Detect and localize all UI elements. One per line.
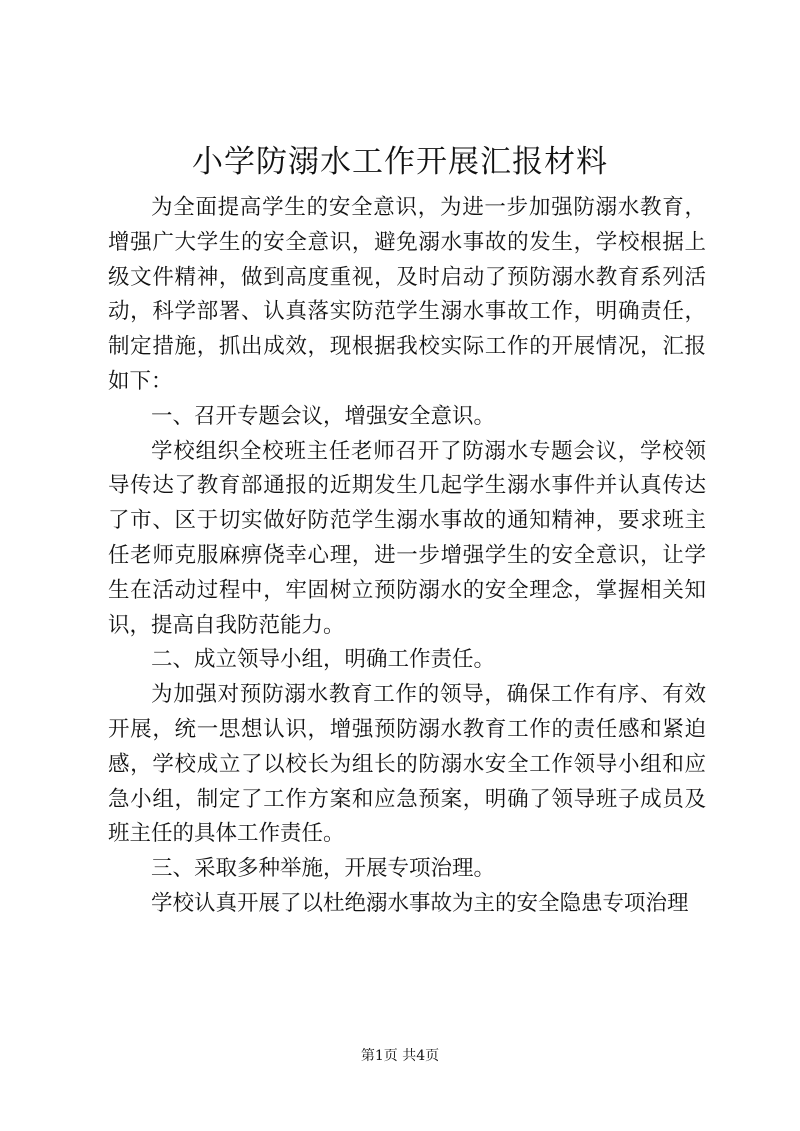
section-heading-1: 一、召开专题会议，增强安全意识。: [151, 403, 496, 429]
paragraph-section-2: 为加强对预防溺水教育工作的领导，确保工作有序、有效开展，统一思想认识，增强预防溺水教育工作的责任感和紧迫感，学校成立了以校长为组长的防溺水安全工作领导小组和应急小组，制定了工作方案和应急预案，明确了领导班子成员及班主任的具体工作责任。: [108, 682, 706, 847]
document-title: 小学防溺水工作开展汇报材料: [192, 144, 608, 180]
section-heading-3: 三、采取多种举施，开展专项治理。: [151, 856, 496, 882]
section-heading-2: 二、成立领导小组，明确工作责任。: [151, 647, 496, 673]
paragraph-section-1: 学校组织全校班主任老师召开了防溺水专题会议，学校领导传达了教育部通报的近期发生几起学生溺水事件并认真传达了市、区于切实做好防范学生溺水事故的通知精神，要求班主任老师克服麻痹侥幸心理，进一步增强学生的安全意识，让学生在活动过程中，牢固树立预防溺水的安全理念，掌握相关知识，提高自我防范能力。: [108, 438, 706, 638]
page-footer: 第1页 共4页: [360, 1048, 440, 1064]
paragraph-intro: 为全面提高学生的安全意识，为进一步加强防溺水教育，增强广大学生的安全意识，避免溺水事故的发生，学校根据上级文件精神，做到高度重视，及时启动了预防溺水教育系列活动，科学部署、认真落实防范学生溺水事故工作，明确责任，制定措施，抓出成效，现根据我校实际工作的开展情况，汇报如下：: [108, 195, 706, 394]
paragraph-section-3: 学校认真开展了以杜绝溺水事故为主的安全隐患专项治理: [151, 890, 689, 916]
document-body: [108, 191, 706, 922]
